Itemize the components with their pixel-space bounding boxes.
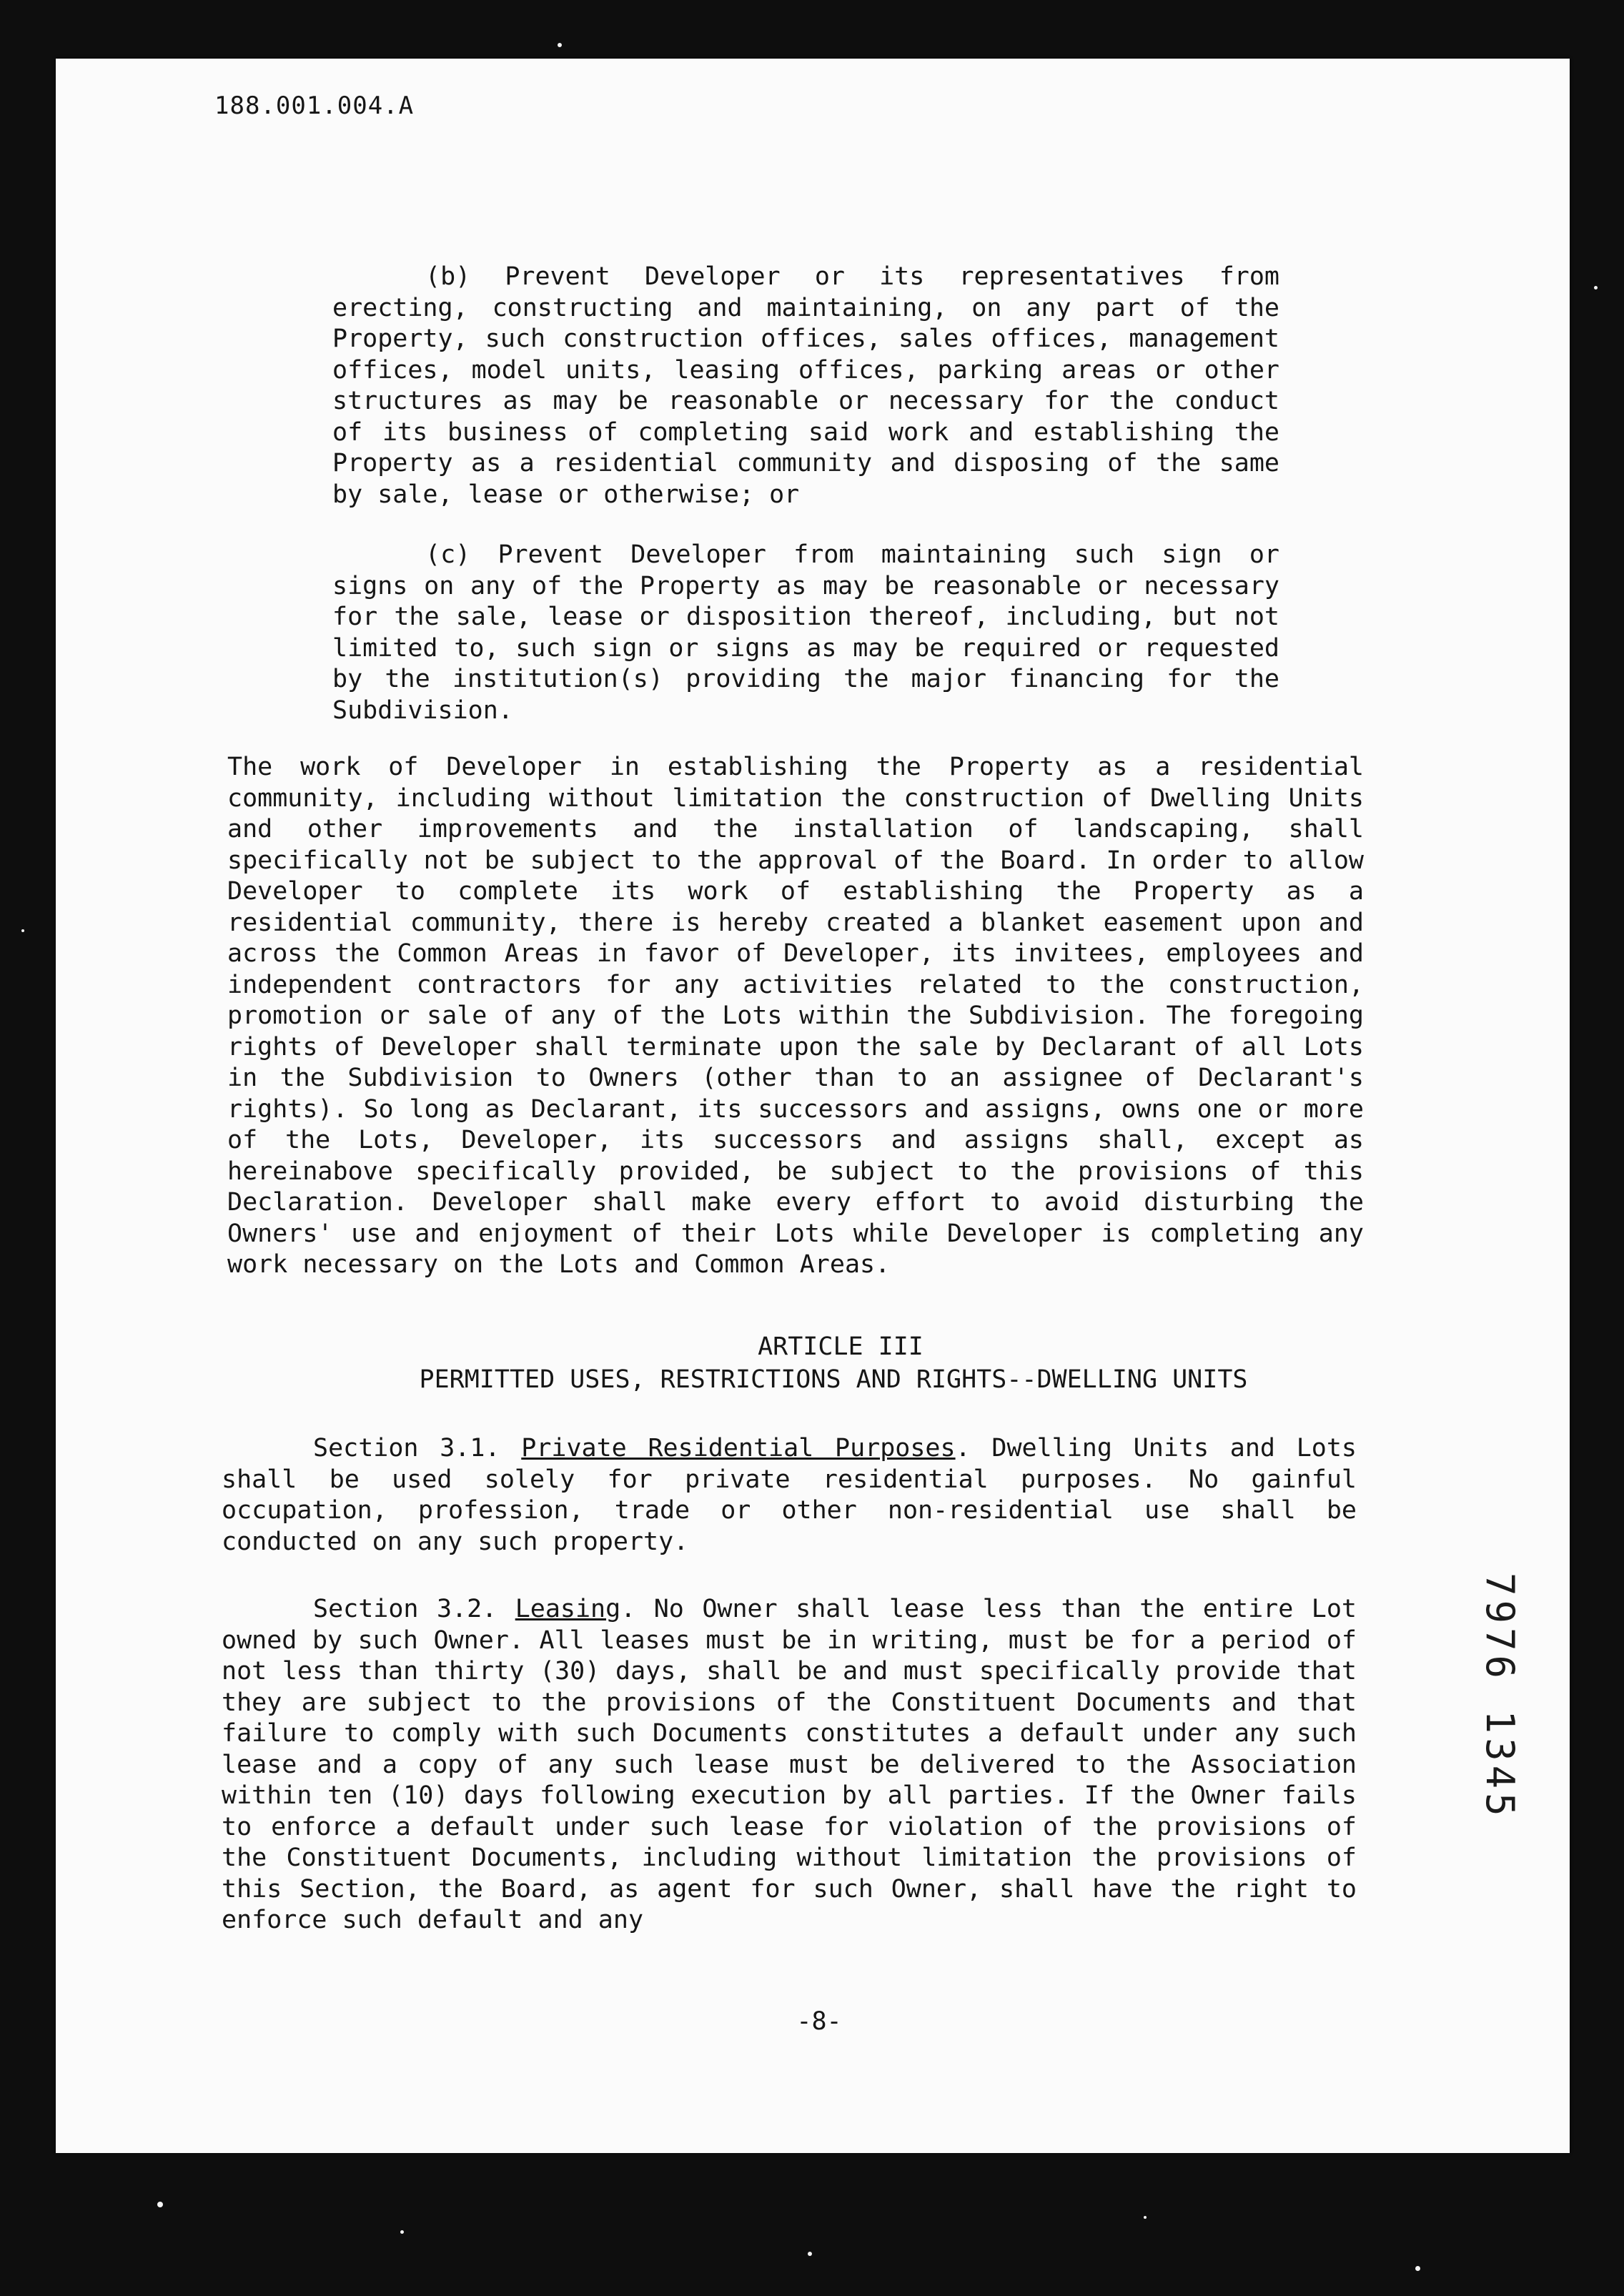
section-3-1-label: Section 3.1. xyxy=(313,1434,500,1463)
scan-speck xyxy=(1415,2266,1420,2271)
margin-stamp: 7976 1345 xyxy=(1477,1573,1522,1821)
scan-speck xyxy=(1594,286,1598,290)
scan-speck xyxy=(400,2230,404,2234)
page-number: -8- xyxy=(796,2007,842,2036)
section-3-1-heading: Private Residential Purposes xyxy=(521,1434,956,1463)
section-3-1 xyxy=(222,1433,1357,1558)
paragraph-developer-work: The work of Developer in establishing the Property as a residential community, including without limitation the construction of Dwelling Units and other improvements and the installation of landscaping, shall specifically not be subject to the approval of the Board. In order to allow Developer to complete its work of establishing the Property as a residential community, there is hereby created a blanket easement upon and across the Common Areas in favor of Developer, its invitees, employees and independent contractors for any activities related to the construction, promotion or sale of any of the Lots within the Subdivision. The foregoing rights of Developer shall terminate upon the sale by Declarant of all Lots in the Subdivision to Owners (other than to an assignee of Declarant's rights). So long as Declarant, its successors and assigns, owns one or more of the Lots, Developer, its successors and assigns shall, except as hereinabove specifically provided, be subject to the provisions of this Declaration. Developer shall make every effort to avoid disturbing the Owners' use and enjoyment of their Lots while Developer is completing any work necessary on the Lots and Common Areas. xyxy=(227,753,1364,1279)
scan-speck xyxy=(157,2202,163,2207)
section-3-2-label: Section 3.2. xyxy=(313,1595,497,1623)
section-3-1-text: . Dwelling Units and Lots shall be used solely for private residential purposes. No gainful occupation, profession, trade or other non-residential use shall be conducted on any such property. xyxy=(222,1434,1357,1556)
scan-speck xyxy=(808,2252,812,2256)
article-number: ARTICLE III xyxy=(758,1332,924,1361)
section-3-2-text: . No Owner shall lease less than the entire Lot owned by such Owner. All leases must be in writing, must be for a period of not less than thirty (30) days, shall be and must specifically provide that they are subject to the provisions of the Constituent Documents and that failure to comply with such Documents constitutes a default under any such lease and a copy of any such lease must be delivered to the Association within ten (10) days following execution by all parties. If the Owner fails to enforce a default under such lease for violation of the provisions of the Constituent Documents, including without limitation the provisions of this Section, the Board, as agent for such Owner, shall have the right to enforce such default and any xyxy=(222,1595,1357,1934)
scan-speck xyxy=(558,43,562,47)
paragraph-c: (c) Prevent Developer from maintaining such sign or signs on any of the Property as may be reasonable or necessary for the sale, lease or disposition thereof, including, but not limited to, such sign or signs as may be required or requested by the institution(s) providing the major financing for the Subdivision. xyxy=(332,540,1279,725)
paragraph-b: (b) Prevent Developer or its representatives from erecting, constructing and maintaining, on any part of the Property, such construction offices, sales offices, management offices, model units, leasing offices, parking areas or other structures as may be reasonable or necessary for the conduct of its business of completing said work and establishing the Property as a residential community and disposing of the same by sale, lease or otherwise; or xyxy=(332,262,1279,509)
section-3-2-heading: Leasing xyxy=(515,1595,621,1623)
document-id: 188.001.004.A xyxy=(214,91,415,120)
article-title: PERMITTED USES, RESTRICTIONS AND RIGHTS--DWELLING UNITS xyxy=(419,1365,1248,1394)
scan-speck xyxy=(1144,2216,1147,2219)
section-3-2 xyxy=(222,1594,1357,1936)
scan-speck xyxy=(21,929,24,932)
